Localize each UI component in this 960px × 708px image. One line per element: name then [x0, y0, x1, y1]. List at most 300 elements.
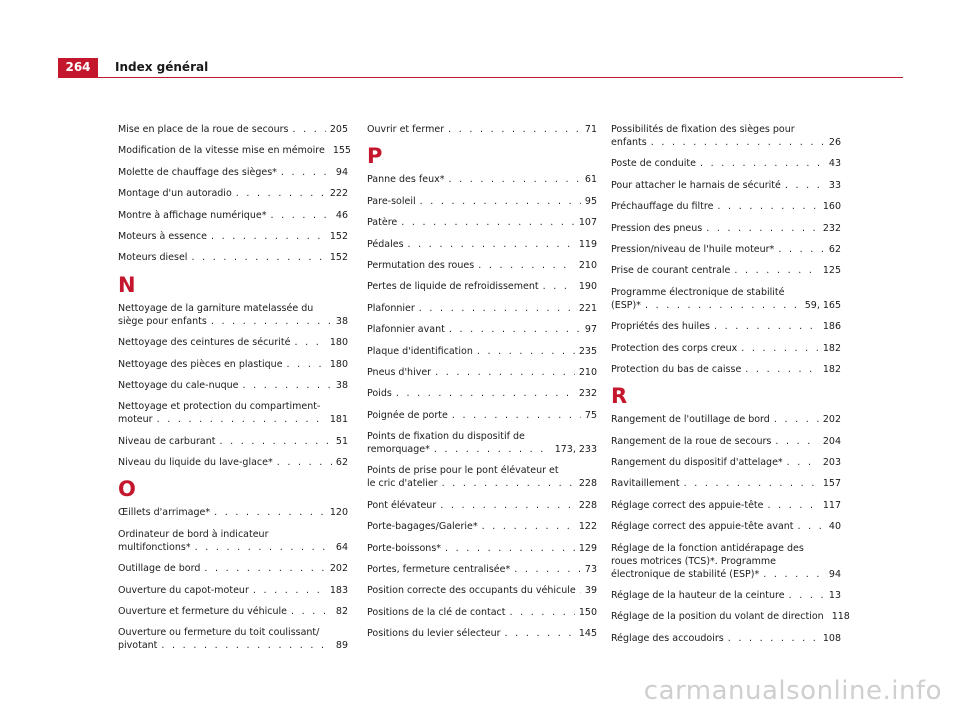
- index-entry-line: [611, 264, 841, 277]
- index-entry-line: [367, 345, 597, 358]
- section-letter: N: [118, 272, 136, 297]
- index-page-ref: 71: [584, 124, 597, 135]
- index-entry: [367, 606, 597, 619]
- index-page-ref: 210: [578, 366, 597, 378]
- index-page-ref: 122: [578, 521, 597, 533]
- index-entry: [118, 400, 348, 426]
- index-entry: [118, 302, 348, 328]
- index-entry-line: [611, 299, 841, 312]
- index-page-ref: 107: [578, 217, 597, 229]
- index-page-ref: 210: [578, 259, 597, 271]
- index-entry-text: Rangement de la roue de secours: [611, 435, 772, 447]
- index-entry: [118, 605, 348, 618]
- index-entry-line: [367, 627, 597, 640]
- index-entry-text: Plaque d'identification: [367, 345, 473, 357]
- index-page-ref: 182: [822, 342, 841, 354]
- index-entry-line: [367, 280, 597, 293]
- index-page-ref: 155: [332, 145, 351, 157]
- index-page-ref: 152: [329, 230, 348, 242]
- index-entry-line: [118, 315, 348, 328]
- index-entry: [611, 342, 841, 355]
- index-entry: [118, 251, 348, 264]
- dot-leader: [700, 157, 825, 170]
- index-entry: [118, 358, 348, 371]
- index-entry-text: Molette de chauffage des sièges*: [118, 166, 277, 178]
- index-page-ref: 118: [831, 611, 850, 623]
- index-entry-line: [118, 123, 348, 136]
- index-entry-line: [611, 200, 841, 213]
- index-entry: [118, 336, 348, 349]
- section-letter: R: [611, 384, 628, 409]
- dot-leader: [195, 541, 332, 554]
- index-entry: [611, 542, 841, 581]
- index-entry: [118, 209, 348, 222]
- index-entry-text: Protection des corps creux: [611, 342, 738, 354]
- index-entry-text: Plafonnier: [367, 302, 415, 314]
- dot-leader: [191, 251, 325, 264]
- index-entry: [367, 387, 597, 400]
- index-entry-line: [611, 363, 841, 376]
- index-entry: [118, 435, 348, 448]
- index-entry: [118, 506, 348, 519]
- dot-leader: [448, 123, 581, 136]
- index-entry: [118, 456, 348, 469]
- index-entry-text: Nettoyage du cale-nuque: [118, 379, 239, 391]
- index-entry-line: [367, 366, 597, 379]
- index-entry-line: [611, 499, 841, 512]
- dot-leader: [651, 136, 825, 149]
- index-page-ref: 157: [822, 478, 841, 490]
- index-entry-line: [118, 413, 348, 426]
- dot-leader: [774, 413, 819, 426]
- index-entry-line: [118, 456, 348, 469]
- index-entry-text: Possibilités de fixation des sièges pour: [611, 124, 795, 135]
- index-entry-text: électronique de stabilité (ESP)*: [611, 568, 760, 580]
- index-page-ref: 232: [822, 222, 841, 234]
- index-entry-line: [367, 477, 597, 490]
- index-page-ref: 190: [578, 281, 597, 293]
- index-entry-text: Nettoyage des ceintures de sécurité: [118, 337, 291, 349]
- index-entry-text: Panne des feux*: [367, 174, 445, 186]
- index-entry: [611, 435, 841, 448]
- index-entry-line: [367, 542, 597, 555]
- index-entry-text: Nettoyage de la garniture matelassée du: [118, 302, 314, 314]
- index-entry: [611, 632, 841, 645]
- index-entry: [367, 195, 597, 208]
- dot-leader: [734, 264, 818, 277]
- dot-leader: [396, 387, 575, 400]
- index-entry-line: [611, 320, 841, 333]
- index-entry-text: enfants: [611, 137, 647, 148]
- index-entry-line: [118, 435, 348, 448]
- index-entry-line: [367, 195, 597, 208]
- index-page-ref: 129: [578, 542, 597, 554]
- dot-leader: [706, 222, 819, 235]
- index-entry: [367, 280, 597, 293]
- dot-leader: [449, 323, 581, 336]
- index-entry-line: [611, 589, 841, 602]
- dot-leader: [684, 477, 819, 490]
- index-entry-text: pivotant: [118, 640, 158, 652]
- index-entry-text: Permutation des roues: [367, 259, 475, 271]
- dot-leader: [408, 238, 575, 251]
- index-page-ref: 180: [329, 358, 348, 370]
- index-entry-text: Modification de la vitesse mise en mémoire: [118, 145, 325, 157]
- dot-leader: [401, 216, 575, 229]
- header-divider: [58, 77, 903, 78]
- dot-leader: [277, 456, 332, 469]
- index-entry-text: Patère: [367, 217, 398, 229]
- dot-leader: [798, 520, 825, 533]
- index-page-ref: 152: [329, 252, 348, 264]
- index-entry-line: [118, 144, 351, 157]
- index-page-ref: 64: [335, 541, 348, 553]
- index-entry: [611, 610, 850, 623]
- index-page-ref: 125: [822, 265, 841, 277]
- index-page-ref: 183: [329, 584, 348, 596]
- index-entry: [118, 144, 351, 157]
- index-column-1: [118, 123, 351, 661]
- index-entry-line: [118, 336, 348, 349]
- dot-leader: [768, 499, 819, 512]
- index-entry: [118, 379, 348, 392]
- index-entry-text: Programme électronique de stabilité: [611, 286, 785, 298]
- index-page-ref: 202: [329, 563, 348, 575]
- section-letter: P: [367, 144, 383, 169]
- index-entry: [611, 179, 841, 192]
- dot-leader: [243, 379, 332, 392]
- dot-leader: [281, 166, 332, 179]
- index-entry: [611, 413, 841, 426]
- index-entry-line: [367, 216, 597, 229]
- index-page-ref: 95: [584, 195, 597, 207]
- dot-leader: [763, 568, 825, 581]
- index-entry: [118, 528, 348, 554]
- index-entry-text: Pour attacher le harnais de sécurité: [611, 179, 781, 191]
- index-entry: [611, 243, 841, 256]
- index-entry-text: Portes, fermeture centralisée*: [367, 564, 511, 576]
- index-page-ref: 160: [822, 201, 841, 213]
- index-page-ref: 89: [335, 640, 348, 652]
- index-entry: [367, 323, 597, 336]
- index-entry-text: Pression des pneus: [611, 222, 703, 234]
- dot-leader: [580, 584, 581, 597]
- index-entry-text: Position correcte des occupants du véhicule: [367, 585, 576, 597]
- index-entry-text: Moteurs diesel: [118, 252, 188, 264]
- index-entry-text: remorquage*: [367, 444, 430, 456]
- index-page-ref: 43: [828, 158, 841, 170]
- index-entry-line: [118, 506, 348, 519]
- index-entry-text: Nettoyage des pièces en plastique: [118, 358, 283, 370]
- index-entry-line: [118, 209, 348, 222]
- index-page-ref: 59, 165: [804, 299, 841, 311]
- index-page-ref: 61: [584, 174, 597, 186]
- dot-leader: [442, 477, 575, 490]
- index-entry-text: Rangement de l'outillage de bord: [611, 414, 770, 426]
- index-page-ref: 46: [335, 209, 348, 221]
- index-entry-text: Réglage correct des appuie-tête: [611, 499, 764, 511]
- index-entry-line: [611, 222, 841, 235]
- index-entry-text: Positions de la clé de contact: [367, 606, 506, 618]
- index-page-ref: 94: [828, 568, 841, 580]
- index-entry: [367, 499, 597, 512]
- index-entry-text: (ESP)*: [611, 299, 641, 311]
- index-entry-text: Poignée de porte: [367, 409, 448, 421]
- dot-leader: [435, 366, 575, 379]
- index-entry-text: Ordinateur de bord à indicateur: [118, 528, 269, 540]
- index-page-ref: 145: [578, 628, 597, 640]
- index-entry-text: Moteurs à essence: [118, 230, 207, 242]
- dot-leader: [745, 363, 819, 376]
- index-entry-line: [611, 568, 841, 581]
- index-entry-text: Outillage de bord: [118, 563, 201, 575]
- index-page-ref: 120: [329, 507, 348, 519]
- index-entry: [611, 589, 841, 602]
- section-letter: O: [118, 477, 136, 502]
- page-number-badge: 264: [58, 58, 98, 77]
- index-page-ref: 119: [578, 238, 597, 250]
- index-entry: [367, 173, 597, 186]
- index-entry-text: Œillets d'arrimage*: [118, 507, 211, 519]
- index-entry-text: Pare-soleil: [367, 195, 416, 207]
- index-entry: [367, 464, 597, 490]
- index-entry-text: Ouverture du capot-moteur: [118, 584, 249, 596]
- index-page-ref: 180: [329, 337, 348, 349]
- dot-leader: [270, 209, 331, 222]
- index-entry: [367, 520, 597, 533]
- dot-leader: [775, 435, 819, 448]
- index-entry: [611, 222, 841, 235]
- index-entry-text: Porte-bagages/Galerie*: [367, 521, 478, 533]
- index-entry-line: [367, 173, 597, 186]
- dot-leader: [789, 589, 825, 602]
- index-page-ref: 202: [822, 414, 841, 426]
- index-page-ref: 221: [578, 302, 597, 314]
- index-page-ref: 186: [822, 321, 841, 333]
- index-entry-text: Ouverture ou fermeture du toit coulissant/: [118, 627, 320, 639]
- dot-leader: [717, 200, 818, 213]
- index-page-ref: 228: [578, 499, 597, 511]
- dot-leader: [785, 179, 825, 192]
- index-entry: [611, 363, 841, 376]
- index-entry: [367, 216, 597, 229]
- index-page-ref: 108: [822, 632, 841, 644]
- index-entry: [611, 264, 841, 277]
- index-entry: [118, 562, 348, 575]
- index-entry-line: [611, 342, 841, 355]
- index-entry: [367, 366, 597, 379]
- index-page-ref: 38: [335, 315, 348, 327]
- index-entry-line: [611, 157, 841, 170]
- index-entry-line: [118, 541, 348, 554]
- index-entry-line: [118, 251, 348, 264]
- index-page-ref: 82: [335, 606, 348, 618]
- index-entry-line: [118, 584, 348, 597]
- index-entry-line: [118, 358, 348, 371]
- index-entry-line: [367, 238, 597, 251]
- index-page-ref: 181: [329, 414, 348, 426]
- index-entry-text: Pont élévateur: [367, 499, 437, 511]
- index-entry-text: Montre à affichage numérique*: [118, 209, 267, 221]
- dot-leader: [419, 302, 575, 315]
- index-entry-text: Positions du levier sélecteur: [367, 628, 501, 640]
- index-entry: [367, 345, 597, 358]
- index-entry-line: [367, 584, 597, 597]
- index-page-ref: 40: [828, 521, 841, 533]
- index-entry: [611, 477, 841, 490]
- index-entry-text: Porte-boissons*: [367, 542, 442, 554]
- index-entry-text: Ravitaillement: [611, 478, 680, 490]
- index-page-ref: 232: [578, 388, 597, 400]
- index-entry-text: Nettoyage et protection du compartiment-: [118, 401, 321, 413]
- dot-leader: [204, 562, 325, 575]
- dot-leader: [211, 230, 326, 243]
- index-entry-text: moteur: [118, 414, 153, 426]
- dot-leader: [445, 542, 575, 555]
- index-entry-line: [367, 409, 597, 422]
- dot-leader: [645, 299, 801, 312]
- index-entry-line: [367, 499, 597, 512]
- dot-leader: [161, 639, 332, 652]
- index-entry-line: [367, 563, 597, 576]
- index-entry-text: multifonctions*: [118, 541, 191, 553]
- dot-leader: [253, 584, 326, 597]
- index-entry-line: [367, 520, 597, 533]
- index-entry: [367, 259, 597, 272]
- index-entry-text: Préchauffage du filtre: [611, 201, 714, 213]
- index-entry-line: [367, 123, 597, 136]
- dot-leader: [728, 632, 819, 645]
- index-page-ref: 97: [584, 324, 597, 336]
- index-entry-line: [611, 435, 841, 448]
- index-entry: [611, 123, 841, 149]
- index-page-ref: 73: [584, 564, 597, 576]
- index-entry-line: [118, 562, 348, 575]
- index-entry: [118, 123, 348, 136]
- index-entry-text: Réglage de la hauteur de la ceinture: [611, 590, 785, 602]
- index-entry: [367, 542, 597, 555]
- index-entry: [611, 456, 841, 469]
- index-page-ref: 173, 233: [554, 444, 597, 456]
- dot-leader: [287, 358, 326, 371]
- index-entry: [367, 238, 597, 251]
- index-entry-line: [118, 639, 348, 652]
- index-entry-line: [611, 477, 841, 490]
- index-entry-line: [611, 610, 850, 623]
- dot-leader: [291, 605, 332, 618]
- index-entry-text: Réglage de la position du volant de direction: [611, 611, 824, 623]
- index-entry: [118, 626, 348, 652]
- index-entry: [367, 123, 597, 136]
- index-entry-line: [611, 243, 841, 256]
- index-entry-line: [367, 323, 597, 336]
- index-entry: [118, 584, 348, 597]
- index-entry: [118, 230, 348, 243]
- dot-leader: [236, 187, 326, 200]
- index-entry: [367, 409, 597, 422]
- index-entry-line: [611, 632, 841, 645]
- index-entry-text: Montage d'un autoradio: [118, 188, 232, 200]
- index-entry: [611, 286, 841, 312]
- dot-leader: [440, 499, 575, 512]
- index-entry-text: Plafonnier avant: [367, 324, 445, 336]
- index-entry-text: siège pour enfants: [118, 315, 207, 327]
- dot-leader: [505, 627, 575, 640]
- index-entry-text: Pneus d'hiver: [367, 366, 432, 378]
- index-entry-text: Niveau de carburant: [118, 435, 216, 447]
- index-entry-text: Poids: [367, 388, 392, 400]
- index-entry-line: [118, 605, 348, 618]
- index-entry-line: [118, 187, 348, 200]
- index-page-ref: 204: [822, 435, 841, 447]
- dot-leader: [514, 563, 581, 576]
- index-column-2: [367, 123, 597, 649]
- dot-leader: [714, 320, 819, 333]
- dot-leader: [482, 520, 575, 533]
- dot-leader: [448, 173, 580, 186]
- index-entry-text: roues motrices (TCS)*. Programme: [611, 555, 777, 567]
- index-entry: [118, 166, 348, 179]
- index-page-ref: 62: [828, 243, 841, 255]
- index-entry-text: Niveau du liquide du lave-glace*: [118, 457, 273, 469]
- index-entry-text: le cric d'atelier: [367, 478, 438, 490]
- dot-leader: [420, 195, 581, 208]
- index-page-ref: 39: [584, 585, 597, 597]
- index-entry-line: [118, 379, 348, 392]
- index-entry-text: Poste de conduite: [611, 158, 696, 170]
- index-page-ref: 94: [335, 166, 348, 178]
- dot-leader: [452, 409, 581, 422]
- index-entry-line: [367, 606, 597, 619]
- index-entry-line: [611, 456, 841, 469]
- dot-leader: [787, 456, 819, 469]
- dot-leader: [211, 315, 332, 328]
- index-entry-text: Mise en place de la roue de secours: [118, 124, 289, 135]
- index-page-ref: 182: [822, 363, 841, 375]
- index-column-3: [611, 123, 850, 653]
- index-page-ref: 26: [828, 137, 841, 148]
- index-page-ref: 205: [329, 124, 348, 135]
- index-page-ref: 235: [578, 345, 597, 357]
- index-entry-line: [367, 443, 597, 456]
- page-title: Index général: [115, 60, 209, 74]
- index-entry-line: [611, 179, 841, 192]
- index-entry: [118, 187, 348, 200]
- dot-leader: [543, 280, 575, 293]
- index-page-ref: 51: [335, 435, 348, 447]
- index-entry-text: Pression/niveau de l'huile moteur*: [611, 243, 775, 255]
- dot-leader: [741, 342, 819, 355]
- dot-leader: [477, 345, 575, 358]
- index-entry-text: Ouverture et fermeture du véhicule: [118, 606, 288, 618]
- index-entry-text: Ouvrir et fermer: [367, 124, 445, 135]
- index-entry: [367, 627, 597, 640]
- index-entry-text: Rangement du dispositif d'attelage*: [611, 457, 783, 469]
- index-entry-text: Réglage correct des appuie-tête avant: [611, 521, 794, 533]
- index-entry-text: Points de prise pour le pont élévateur et: [367, 465, 559, 477]
- watermark-text: carmanualsonline.info: [643, 676, 942, 706]
- index-entry: [367, 584, 597, 597]
- index-entry: [611, 157, 841, 170]
- index-page-ref: 62: [335, 457, 348, 469]
- index-page-ref: 203: [822, 457, 841, 469]
- index-entry-text: Propriétés des huiles: [611, 321, 710, 333]
- index-page-ref: 13: [828, 590, 841, 602]
- dot-leader: [214, 506, 326, 519]
- index-entry-text: Prise de courant centrale: [611, 265, 731, 277]
- index-entry-text: Points de fixation du dispositif de: [367, 431, 525, 443]
- index-entry-text: Réglage des accoudoirs: [611, 632, 724, 644]
